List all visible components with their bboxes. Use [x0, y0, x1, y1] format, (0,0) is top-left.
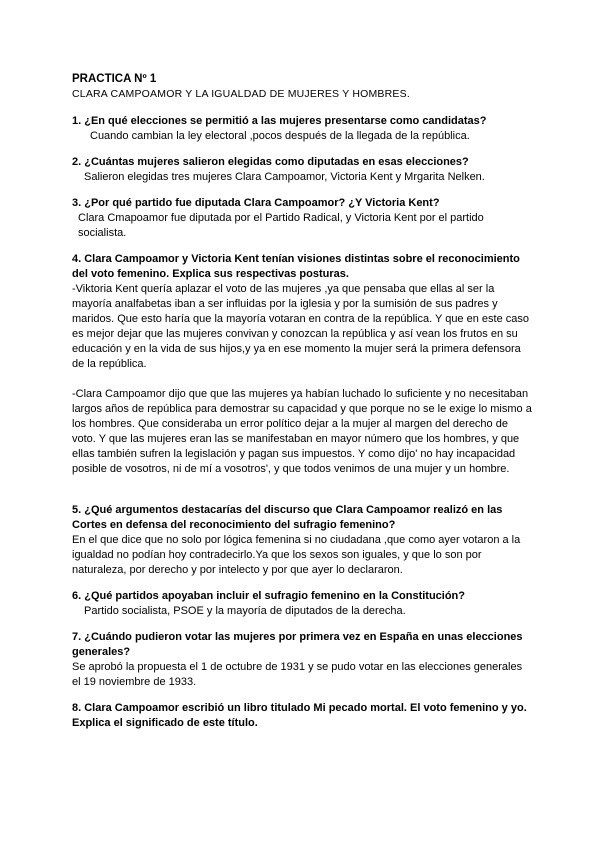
question-8: [72, 701, 532, 731]
answer-5-paragraph: En el que dice que no solo por lógica femenina si no ciudadana ,que como ayer votaron a la igualdad no podían hoy contradecirlo.Ya que los sexos son iguales, y que lo son por naturaleza, por derecho y por intelecto y por que ayer lo declararon.: [72, 534, 521, 576]
document-title: PRACTICA Nº 1: [72, 73, 157, 85]
question-3-text: 3. ¿Por qué partido fue diputada Clara Campoamor? ¿Y Victoria Kent?: [72, 197, 440, 209]
document-subtitle: CLARA CAMPOAMOR Y LA IGUALDAD DE MUJERES Y HOMBRES.: [72, 88, 410, 100]
question-8-text: 8. Clara Campoamor escribió un libro titulado Mi pecado mortal. El voto femenino y yo. Explica el significado de este título.: [72, 702, 527, 729]
answer-1: [72, 129, 532, 144]
answer-4: [72, 282, 532, 477]
answer-1-paragraph: Cuando cambian la ley electoral ,pocos después de la llegada de la república.: [90, 130, 470, 142]
answer-2-paragraph: Salieron elegidas tres mujeres Clara Campoamor, Victoria Kent y Mrgarita Nelken.: [84, 171, 485, 183]
question-7: [72, 630, 532, 690]
answer-3: [72, 211, 532, 241]
question-5-text: 5. ¿Qué argumentos destacarías del discurso que Clara Campoamor realizó en las Cortes en defensa del reconocimiento del sufragio femenino?: [72, 504, 503, 531]
answer-4-paragraph-campoamor: -Clara Campoamor dijo que que las mujeres ya habían luchado lo suficiente y no necesitaban largos años de república para demostrar su capacidad y que porque no se le exige lo mismo a los hombres. Que consideraba un error político dejar a la mujer al margen del derecho de voto. Y que las mujeres eran las se manifestaban en mayor número que los hombres, y que ellas también sufren la legislación y pagan sus impuestos. Y como dijo' no hay incapacidad posible de vosotros, ni de mí a vosotros', y que todos venimos de una mujer y un hombre.: [72, 388, 532, 475]
answer-5: [72, 533, 532, 578]
answer-7: [72, 660, 532, 690]
answer-6: [72, 604, 532, 619]
document-body: [72, 72, 532, 742]
answer-7-paragraph: Se aprobó la propuesta el 1 de octubre de 1931 y se pudo votar en las elecciones generales el 19 noviembre de 1933.: [72, 661, 523, 688]
answer-2: [72, 170, 532, 185]
question-4: [72, 252, 532, 477]
question-3: [72, 196, 532, 241]
question-5: [72, 503, 532, 578]
question-7-text: 7. ¿Cuándo pudieron votar las mujeres por primera vez en España en unas elecciones generales?: [72, 631, 523, 658]
question-2: [72, 155, 532, 185]
answer-3-paragraph: Clara Cmapoamor fue diputada por el Partido Radical, y Victoria Kent por el partido socialista.: [78, 212, 484, 239]
answer-4-paragraph-kent: -Viktoria Kent quería aplazar el voto de las mujeres ,ya que pensaba que ellas al ser la mayoría analfabetas iban a ser influidas por la iglesia y por la sumisión de sus padres y maridos. Que esto haría que la mayoría votaran en contra de la república. Y que en este caso es mejor dejar que las mujeres convivan y conozcan la república y así vean los frutos en su educación y en la vida de sus hijos,y ya en ese momento la mujer será la primera defensora de la república.: [72, 283, 529, 370]
question-2-text: 2. ¿Cuántas mujeres salieron elegidas como diputadas en esas elecciones?: [72, 156, 469, 168]
question-6: [72, 589, 532, 619]
answer-6-paragraph: Partido socialista, PSOE y la mayoría de diputados de la derecha.: [84, 605, 406, 617]
question-6-text: 6. ¿Qué partidos apoyaban incluir el sufragio femenino en la Constitución?: [72, 590, 465, 602]
question-1-text: 1. ¿En qué elecciones se permitió a las mujeres presentarse como candidatas?: [72, 115, 487, 127]
question-1: [72, 114, 532, 144]
question-4-text: 4. Clara Campoamor y Victoria Kent tenían visiones distintas sobre el reconocimiento del voto femenino. Explica sus respectivas posturas.: [72, 253, 520, 280]
